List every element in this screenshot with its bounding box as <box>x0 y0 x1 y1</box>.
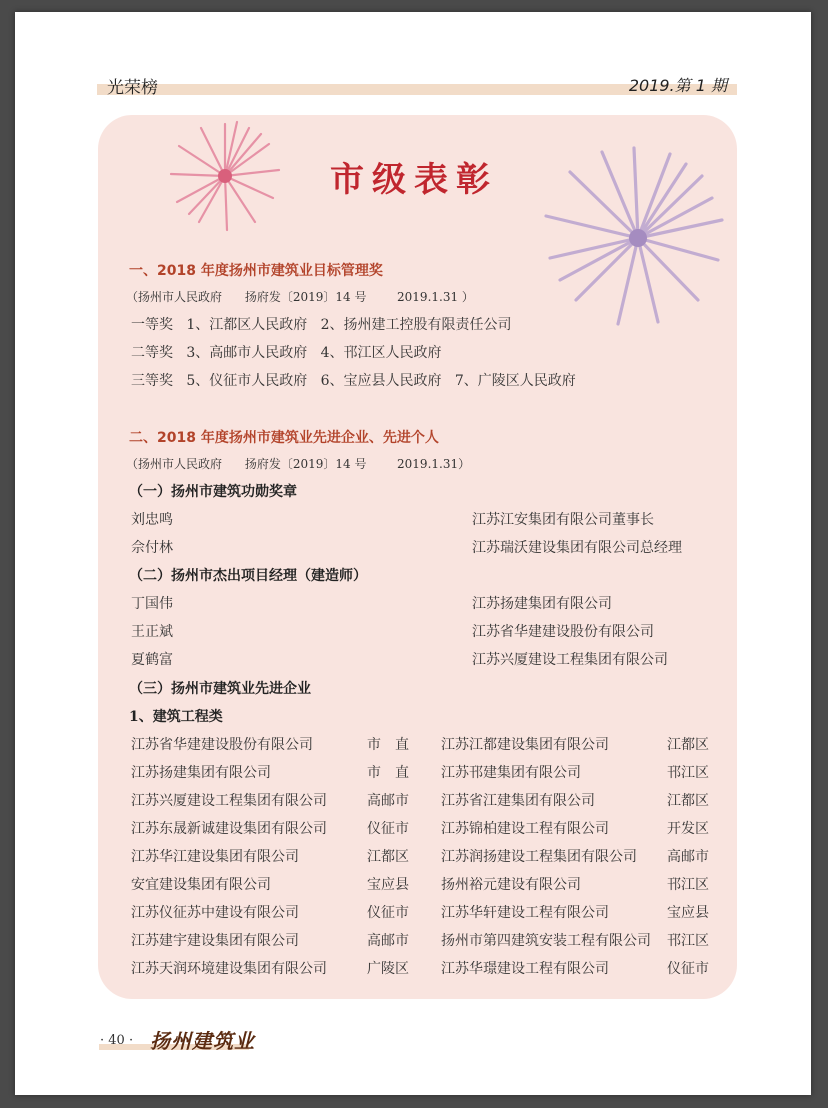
company-name: 江苏天润环境建设集团有限公司 <box>131 961 327 977</box>
company-region: 仪征市 <box>367 905 409 921</box>
company-name: 扬州市第四建筑安装工程有限公司 <box>441 933 651 949</box>
person-name: 佘付林 <box>131 540 173 556</box>
company-region: 高邮市 <box>367 793 409 809</box>
company-name: 江苏华江建设集团有限公司 <box>131 849 299 865</box>
company-region: 宝应县 <box>367 877 409 893</box>
company-name: 江苏省江建集团有限公司 <box>441 793 595 809</box>
award-row: 三等奖 5、仪征市人民政府 6、宝应县人民政府 7、广陵区人民政府 <box>131 373 576 389</box>
person-org: 江苏瑞沃建设集团有限公司总经理 <box>472 540 682 556</box>
company-name: 江苏建宇建设集团有限公司 <box>131 933 299 949</box>
company-name: 江苏邗建集团有限公司 <box>441 765 581 781</box>
person-name: 丁国伟 <box>131 596 173 612</box>
company-region: 邗江区 <box>667 877 709 893</box>
company-name: 江苏东晟新诚建设集团有限公司 <box>131 821 327 837</box>
issue-number: 2019.第 1 期 <box>628 76 727 95</box>
subsection-heading-2: （二）扬州市杰出项目经理（建造师） <box>129 568 367 584</box>
column-title: 光荣榜 <box>107 78 158 98</box>
subsection-heading-3: （三）扬州市建筑业先进企业 <box>129 681 311 697</box>
award-row: 二等奖 3、高邮市人民政府 4、邗江区人民政府 <box>131 345 442 361</box>
company-region: 广陵区 <box>367 961 409 977</box>
page-number: · 40 · <box>100 1033 134 1048</box>
person-name: 王正斌 <box>131 624 173 640</box>
award-row: 一等奖 1、江都区人民政府 2、扬州建工控股有限责任公司 <box>131 317 512 333</box>
company-region: 江都区 <box>667 793 709 809</box>
company-name: 江苏江都建设集团有限公司 <box>441 737 609 753</box>
person-org: 江苏兴厦建设工程集团有限公司 <box>472 652 668 668</box>
company-region: 市 直 <box>367 765 409 781</box>
person-name: 夏鹤富 <box>131 652 173 668</box>
company-name: 江苏兴厦建设工程集团有限公司 <box>131 793 327 809</box>
company-region: 开发区 <box>667 821 709 837</box>
company-region: 邗江区 <box>667 933 709 949</box>
category-heading: 1、建筑工程类 <box>129 709 223 725</box>
company-name: 安宜建设集团有限公司 <box>131 877 271 893</box>
company-name: 江苏仪征苏中建设有限公司 <box>131 905 299 921</box>
company-region: 仪征市 <box>367 821 409 837</box>
company-name: 江苏锦柏建设工程有限公司 <box>441 821 609 837</box>
person-name: 刘忠鸣 <box>131 512 173 528</box>
company-region: 江都区 <box>667 737 709 753</box>
company-name: 扬州裕元建设有限公司 <box>441 877 581 893</box>
section-heading-2: 二、2018 年度扬州市建筑业先进企业、先进个人 <box>129 430 439 446</box>
section-source-1: （扬州市人民政府 扬府发〔2019〕14 号 2019.1.31 ） <box>126 290 474 304</box>
company-region: 高邮市 <box>667 849 709 865</box>
company-name: 江苏省华建建设股份有限公司 <box>131 737 313 753</box>
firework-pink-icon <box>165 118 285 236</box>
firework-purple-icon <box>540 140 730 330</box>
person-org: 江苏江安集团有限公司董事长 <box>472 512 654 528</box>
company-region: 江都区 <box>367 849 409 865</box>
company-region: 仪征市 <box>667 961 709 977</box>
company-region: 邗江区 <box>667 765 709 781</box>
company-name: 江苏扬建集团有限公司 <box>131 765 271 781</box>
company-name: 江苏华璟建设工程有限公司 <box>441 961 609 977</box>
company-region: 高邮市 <box>367 933 409 949</box>
person-org: 江苏省华建建设股份有限公司 <box>472 624 654 640</box>
company-region: 宝应县 <box>667 905 709 921</box>
company-name: 江苏华轩建设工程有限公司 <box>441 905 609 921</box>
section-heading-1: 一、2018 年度扬州市建筑业目标管理奖 <box>129 263 383 279</box>
page-header <box>97 73 737 97</box>
subsection-heading-1: （一）扬州市建筑功勋奖章 <box>129 484 297 500</box>
magazine-logo: 扬州建筑业 <box>150 1029 255 1053</box>
page-title: 市级表彰 <box>330 160 498 200</box>
company-region: 市 直 <box>367 737 409 753</box>
company-name: 江苏润扬建设工程集团有限公司 <box>441 849 637 865</box>
person-org: 江苏扬建集团有限公司 <box>472 596 612 612</box>
section-source-2: （扬州市人民政府 扬府发〔2019〕14 号 2019.1.31） <box>126 457 471 471</box>
